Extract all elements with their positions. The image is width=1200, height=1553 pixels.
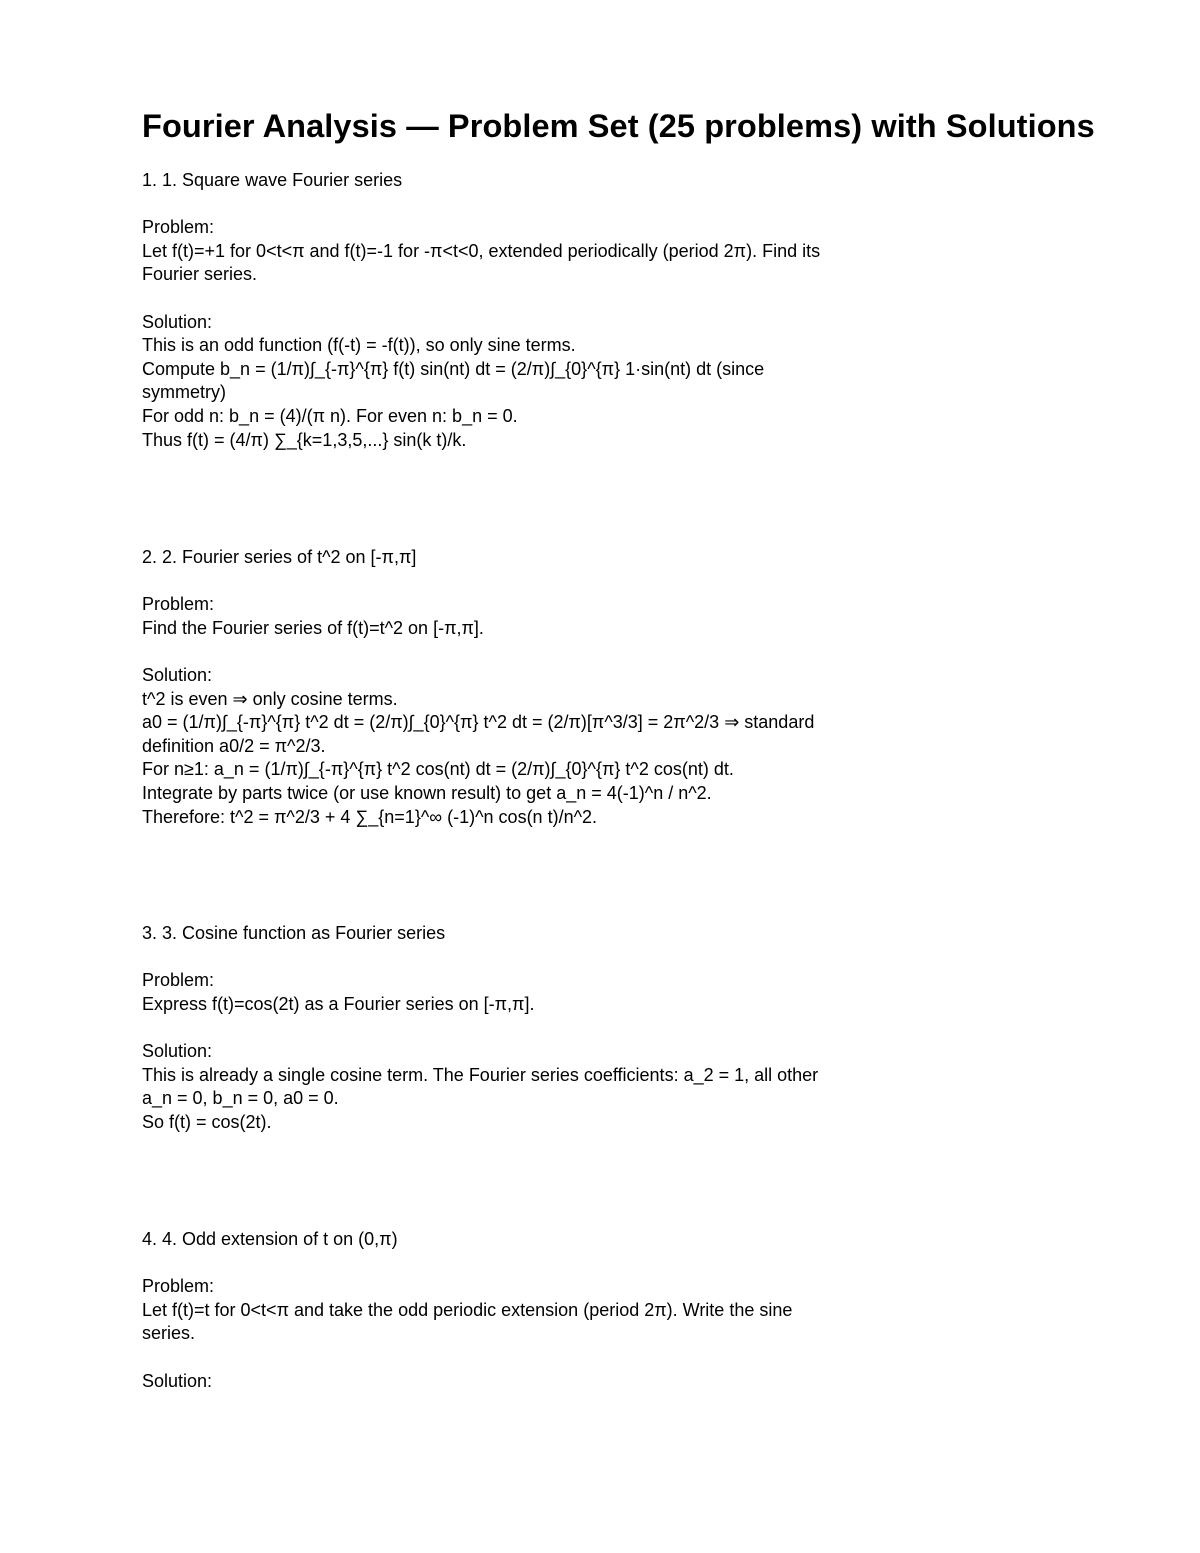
problem-label: Problem:: [142, 970, 215, 991]
document-title: Fourier Analysis — Problem Set (25 problems) with Solutions: [142, 108, 1095, 144]
problem-label: Problem:: [142, 217, 215, 238]
solution-label: Solution:: [142, 1370, 213, 1391]
problem-text-line: Fourier series.: [142, 264, 258, 285]
problem-text-line: series.: [142, 1323, 196, 1344]
problem-text-line: Let f(t)=t for 0<t<π and take the odd periodic extension (period 2π). Write the sine: [142, 1299, 793, 1320]
solution-text-line: a_n = 0, b_n = 0, a0 = 0.: [142, 1088, 339, 1109]
problem-text-line: Find the Fourier series of f(t)=t^2 on [-π,π].: [142, 617, 484, 638]
problem-heading: 1. 1. Square wave Fourier series: [142, 170, 403, 190]
problem-block: [142, 546, 902, 829]
solution-text-line: Compute b_n = (1/π)∫_{-π}^{π} f(t) sin(nt) dt = (2/π)∫_{0}^{π} 1·sin(nt) dt (since: [142, 358, 765, 379]
solution-text-line: symmetry): [142, 382, 226, 403]
problem-block: [142, 169, 902, 452]
problem-heading: 4. 4. Odd extension of t on (0,π): [142, 1229, 398, 1249]
solution-text-line: This is an odd function (f(-t) = -f(t)), so only sine terms.: [142, 335, 576, 356]
solution-text-line: t^2 is even ⇒ only cosine terms.: [142, 688, 398, 709]
solution-text-line: So f(t) = cos(2t).: [142, 1111, 272, 1132]
solution-text-line: For n≥1: a_n = (1/π)∫_{-π}^{π} t^2 cos(nt) dt = (2/π)∫_{0}^{π} t^2 cos(nt) dt.: [142, 759, 734, 780]
solution-text-line: a0 = (1/π)∫_{-π}^{π} t^2 dt = (2/π)∫_{0}^{π} t^2 dt = (2/π)[π^3/3] = 2π^2/3 ⇒ standard: [142, 712, 815, 733]
solution-text-line: For odd n: b_n = (4)/(π n). For even n: b_n = 0.: [142, 405, 518, 426]
problem-heading: 2. 2. Fourier series of t^2 on [-π,π]: [142, 547, 417, 567]
solution-label: Solution:: [142, 311, 213, 332]
solution-text-line: definition a0/2 = π^2/3.: [142, 735, 326, 756]
solution-label: Solution:: [142, 1040, 213, 1061]
solution-text-line: Integrate by parts twice (or use known result) to get a_n = 4(-1)^n / n^2.: [142, 782, 712, 803]
problem-heading: 3. 3. Cosine function as Fourier series: [142, 923, 446, 943]
problem-block: [142, 1228, 902, 1393]
solution-label: Solution:: [142, 664, 213, 685]
problem-label: Problem:: [142, 1276, 215, 1297]
problem-text-line: Express f(t)=cos(2t) as a Fourier series on [-π,π].: [142, 993, 535, 1014]
solution-text-line: This is already a single cosine term. The Fourier series coefficients: a_2 = 1, all other: [142, 1064, 819, 1085]
problem-text-line: Let f(t)=+1 for 0<t<π and f(t)=-1 for -π<t<0, extended periodically (period 2π). Find its: [142, 240, 821, 261]
solution-text-line: Thus f(t) = (4/π) ∑_{k=1,3,5,...} sin(k t)/k.: [142, 429, 467, 450]
solution-text-line: Therefore: t^2 = π^2/3 + 4 ∑_{n=1}^∞ (-1)^n cos(n t)/n^2.: [142, 806, 598, 827]
problem-block: [142, 922, 902, 1134]
problem-label: Problem:: [142, 594, 215, 615]
